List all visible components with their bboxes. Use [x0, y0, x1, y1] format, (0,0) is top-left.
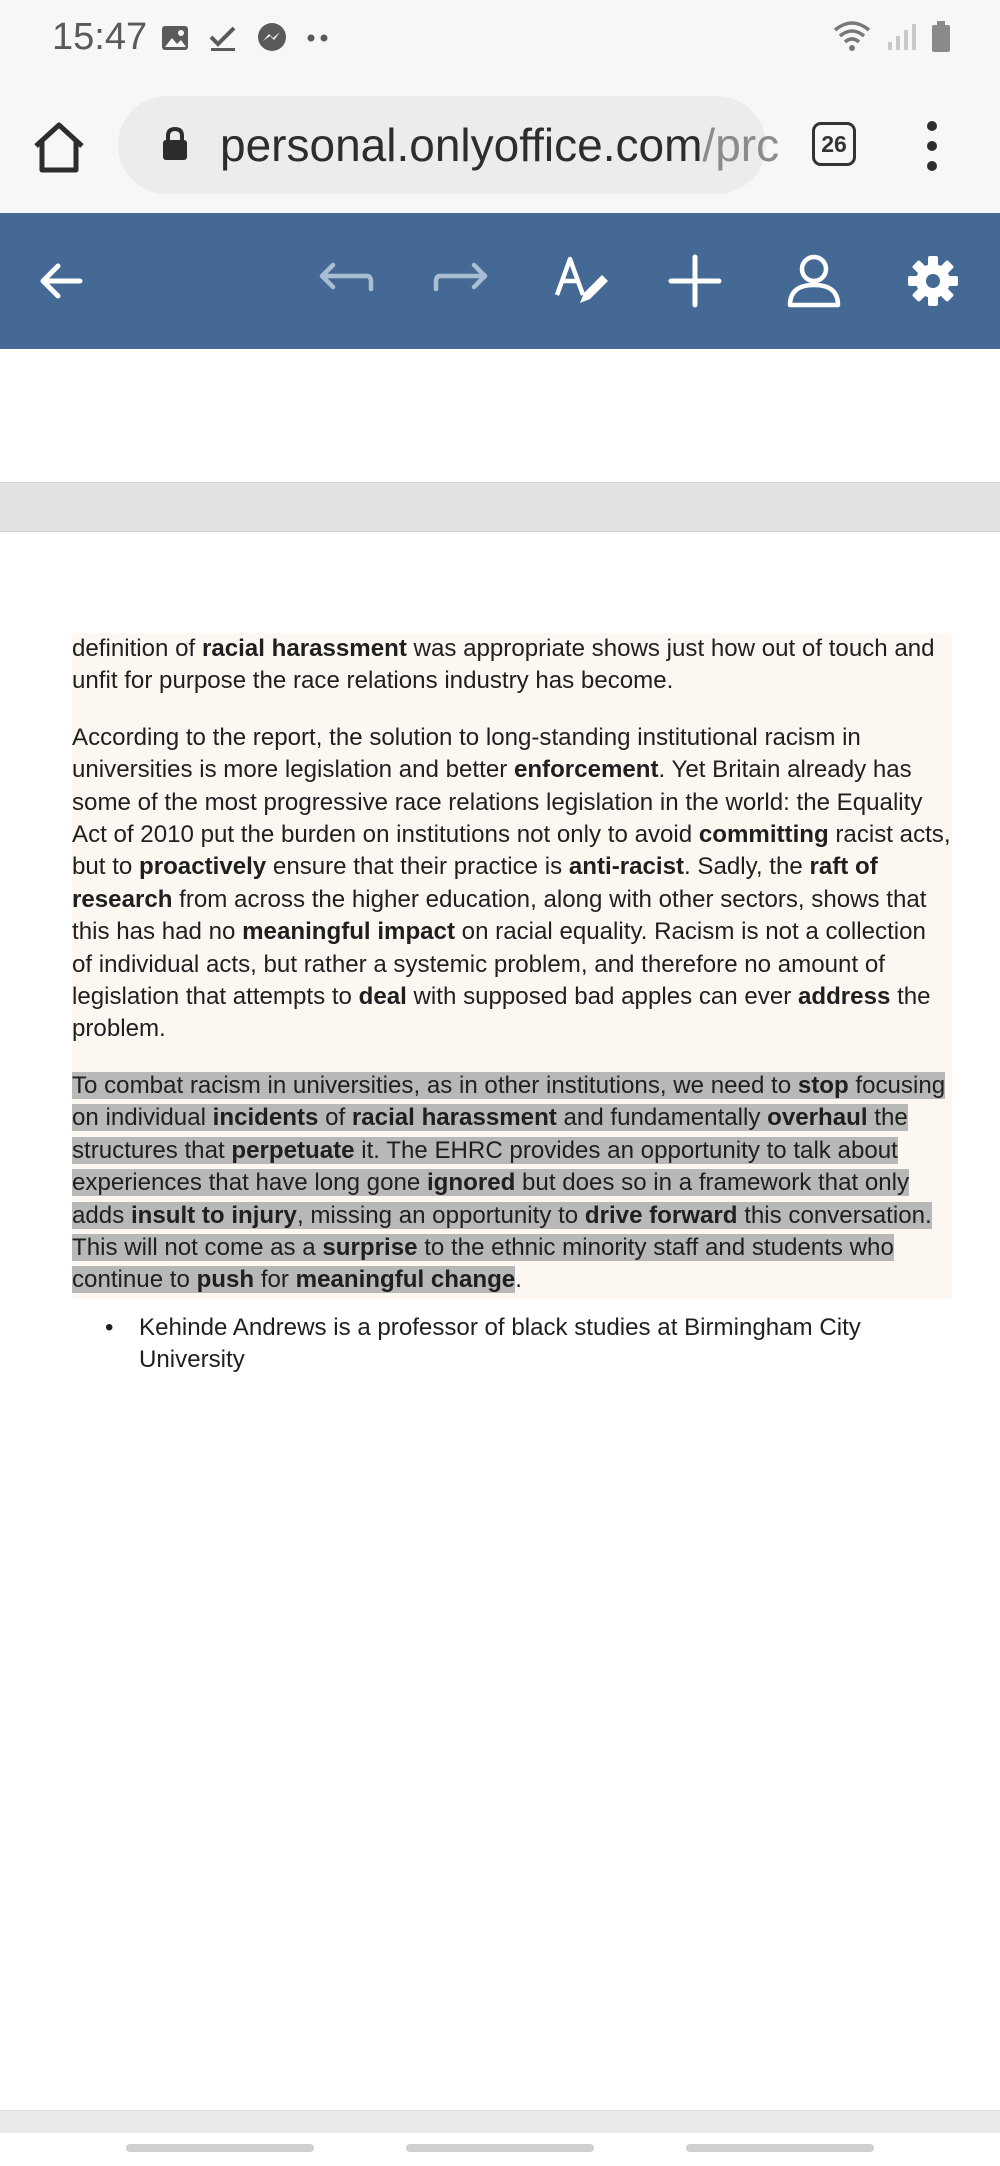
paragraph-1[interactable] [72, 633, 952, 698]
paragraph-3-selected[interactable] [72, 1056, 952, 1299]
bold-run: committing [698, 821, 829, 849]
bold-run: overhaul [767, 1104, 868, 1132]
bullet-marker: • [105, 1314, 114, 1341]
bold-run: insult to injury [130, 1201, 297, 1229]
text-run: the problem. [72, 983, 931, 1043]
tab-switcher-button[interactable]: 26 [812, 122, 856, 166]
battery-icon [930, 20, 952, 54]
lock-icon [160, 126, 190, 162]
text-run: . [515, 1266, 522, 1294]
text-run: ensure that their practice is [266, 853, 569, 881]
overflow-menu-icon[interactable] [920, 118, 944, 174]
paragraph-spacing [72, 698, 952, 710]
settings-gear-icon[interactable] [903, 251, 963, 311]
bold-run: drive forward [584, 1201, 738, 1229]
redo-icon[interactable] [432, 251, 492, 311]
text-run: . Sadly, the [684, 853, 810, 881]
nav-back-button[interactable] [686, 2144, 874, 2152]
text-run: on racial equality. Racism is not a collection of individual acts, but rather a systemic problem, and therefore no amount of legislation that attempts to [72, 918, 926, 1011]
status-time: 15:47 [52, 16, 148, 58]
checkmark-icon [208, 23, 238, 53]
address-bar[interactable] [118, 96, 780, 194]
text-run: it. The EHRC provides an opportunity to talk about experiences that have long gone [72, 1136, 898, 1197]
text-run: this conversation. This will not come as a [72, 1201, 932, 1261]
text-run: . Yet Britain already has some of the most progressive race relations legislation in the world: the Equality Act of 2010 put the burden on institutions not only to avoid [72, 756, 923, 849]
nav-home-button[interactable] [406, 2144, 594, 2152]
url-host: personal.onlyoffice.com [220, 119, 703, 171]
text-run: and fundamentally [556, 1104, 768, 1132]
messenger-icon [256, 22, 288, 54]
status-icons-right [832, 20, 952, 54]
text-run: with supposed bad apples can ever [406, 983, 798, 1011]
text-format-icon[interactable] [552, 251, 612, 311]
browser-toolbar [0, 78, 1000, 213]
signal-icon [886, 22, 916, 52]
bold-run: proactively [138, 853, 267, 881]
bold-run: push [196, 1266, 255, 1294]
wifi-icon [832, 20, 872, 54]
bold-run: racial harassment [351, 1104, 557, 1132]
bold-run: anti-racist [568, 853, 685, 881]
status-bar [0, 0, 1000, 78]
text-run: was appropriate shows just how out of touch and unfit for purpose the race relations industry has become. [72, 635, 935, 695]
text-run: racist acts, but to [72, 821, 951, 881]
bottom-scroll-bar [0, 2110, 1000, 2133]
bold-run: surprise [322, 1233, 418, 1261]
bold-run: meaningful impact [242, 918, 455, 946]
paragraph-2[interactable] [72, 710, 952, 1056]
status-icons-left [160, 22, 332, 54]
bold-run: ignored [426, 1169, 516, 1197]
home-icon[interactable] [30, 118, 88, 176]
url-path: /prc [702, 119, 780, 171]
bold-run: incidents [212, 1104, 319, 1132]
text-run: definition of [72, 635, 202, 662]
text-run: of [318, 1104, 352, 1132]
undo-icon[interactable] [315, 251, 375, 311]
add-icon[interactable] [665, 251, 725, 311]
text-run: According to the report, the solution to long-standing institutional racism in universities is more legislation and better [72, 723, 861, 784]
document-body[interactable] [72, 633, 952, 1299]
bold-run: enforcement [513, 756, 659, 784]
nav-recents-button[interactable] [126, 2144, 314, 2152]
list-item[interactable] [72, 1312, 952, 1377]
bold-run: meaningful change [295, 1266, 516, 1294]
user-icon[interactable] [784, 251, 844, 311]
bullet-list[interactable] [72, 1312, 952, 1377]
text-run: To combat racism in universities, as in other institutions, we need to [72, 1071, 798, 1099]
back-arrow-icon[interactable] [32, 251, 92, 311]
more-dots-icon [306, 33, 332, 43]
bold-run: stop [797, 1071, 849, 1099]
text-run: the structures that [72, 1104, 908, 1164]
bold-run: address [797, 983, 891, 1011]
text-run: from across the higher education, along with other sectors, shows that this has had no [72, 885, 927, 946]
bold-run: perpetuate [231, 1136, 355, 1164]
url-text[interactable] [220, 118, 780, 172]
bold-run: raft of research [72, 853, 878, 913]
gallery-icon [160, 23, 190, 53]
text-run: but does so in a framework that only adds [72, 1169, 910, 1229]
text-run: focusing on individual [72, 1071, 946, 1132]
text-run: for [254, 1266, 296, 1294]
selection-highlight [72, 1072, 945, 1293]
list-item-text: Kehinde Andrews is a professor of black studies at Birmingham City University [139, 1314, 861, 1374]
page-separator [0, 482, 1000, 532]
text-run: , missing an opportunity to [296, 1201, 585, 1229]
text-run: to the ethnic minority staff and students who continue to [72, 1233, 894, 1294]
bold-run: racial harassment [201, 635, 407, 662]
editor-toolbar [0, 213, 1000, 349]
bold-run: deal [358, 983, 407, 1011]
